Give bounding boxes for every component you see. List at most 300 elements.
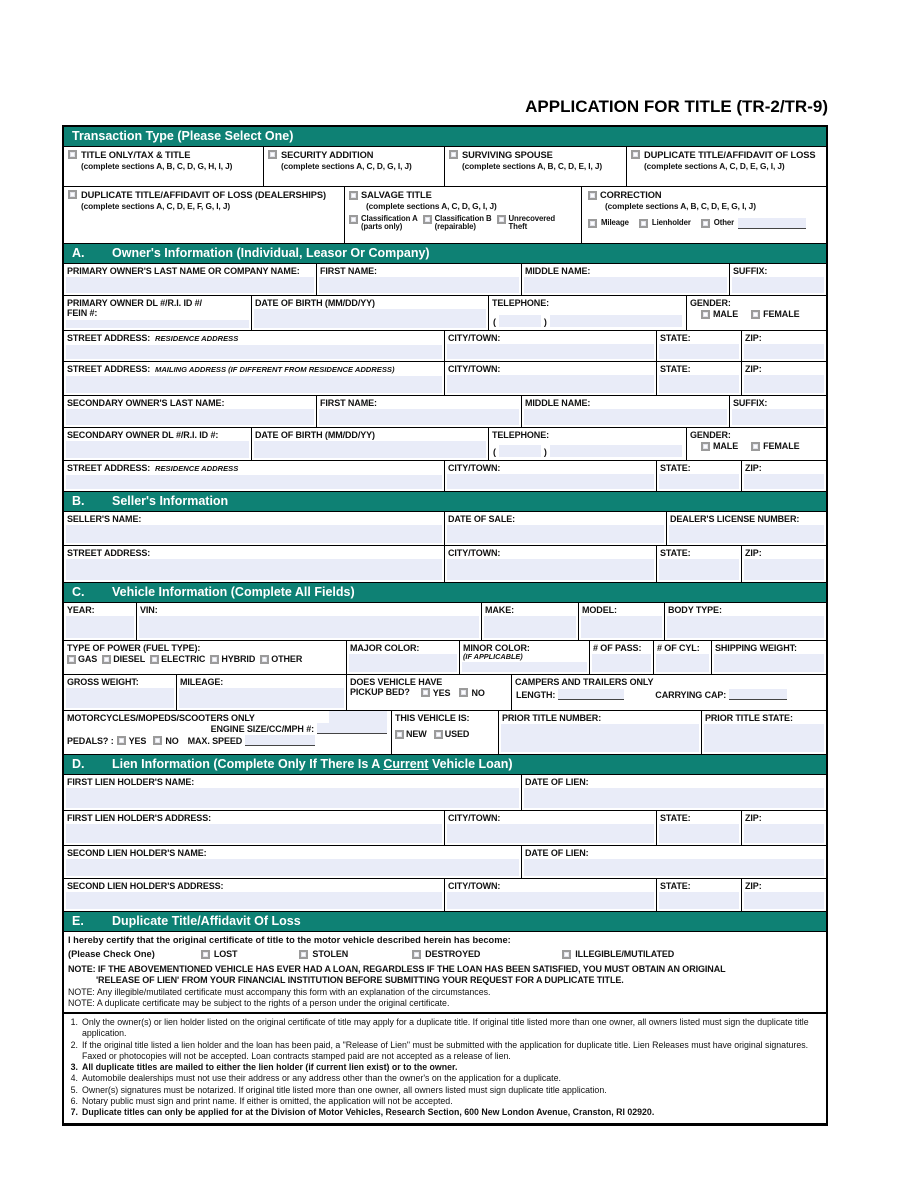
illegible-label: ILLEGIBLE/MUTILATED bbox=[575, 949, 675, 959]
minor-color-label: MINOR COLOR: bbox=[463, 643, 530, 653]
seller-zip-input[interactable] bbox=[744, 559, 824, 580]
street-address-label: STREET ADDRESS: bbox=[67, 333, 151, 343]
secondary-zip-input[interactable] bbox=[744, 474, 824, 489]
secondary-dob-label: DATE OF BIRTH (MM/DD/YY) bbox=[255, 430, 375, 440]
secondary-dob-cell bbox=[252, 428, 489, 460]
second-lien-state-label: STATE: bbox=[660, 881, 691, 891]
residence-state-label: STATE: bbox=[660, 333, 691, 343]
surviving-spouse-labels bbox=[462, 150, 602, 183]
area-code-input[interactable] bbox=[499, 315, 541, 327]
instruction-text: Automobile dealerships must not use their address or any address other than the owner's on the application for a duplicate. bbox=[82, 1073, 561, 1084]
second-lien-city-cell bbox=[445, 879, 657, 911]
shipping-weight-input[interactable] bbox=[714, 654, 824, 672]
male-label: MALE bbox=[713, 309, 739, 320]
dealer-license-input[interactable] bbox=[669, 525, 824, 543]
secondary-state-cell bbox=[657, 461, 742, 491]
male-checkbox[interactable] bbox=[701, 310, 710, 319]
new-label: NEW bbox=[406, 729, 427, 740]
secondary-dl-cell bbox=[64, 428, 252, 460]
vin-cell bbox=[137, 603, 482, 640]
seller-zip-label: ZIP: bbox=[745, 548, 762, 558]
other-checkbox[interactable] bbox=[701, 219, 710, 228]
gross-weight-label: GROSS WEIGHT: bbox=[67, 677, 139, 687]
electric-label: ELECTRIC bbox=[161, 654, 206, 665]
electric-checkbox[interactable] bbox=[150, 655, 159, 664]
campers-trailers-cell bbox=[512, 675, 826, 710]
salvage-title-checkbox[interactable] bbox=[349, 191, 358, 200]
residence-state-input[interactable] bbox=[659, 344, 739, 359]
pedals-no-checkbox[interactable] bbox=[153, 736, 162, 745]
length-input[interactable] bbox=[558, 689, 624, 700]
first-lien-address-input[interactable] bbox=[66, 824, 442, 843]
secondary-city-cell bbox=[445, 461, 657, 491]
mileage-input[interactable] bbox=[179, 688, 344, 708]
residence-state-cell bbox=[657, 331, 742, 361]
cylinders-input[interactable] bbox=[656, 654, 709, 672]
pedals-yes-label: YES bbox=[128, 735, 147, 746]
secondary-gender-label: GENDER: bbox=[690, 430, 731, 440]
unrecovered-label: Unrecovered bbox=[508, 213, 556, 223]
option-title-only[interactable] bbox=[64, 147, 264, 186]
first-lien-zip-input[interactable] bbox=[744, 824, 824, 843]
vin-label: VIN: bbox=[140, 605, 158, 615]
primary-dl-label-line1: PRIMARY OWNER DL #/R.I. ID #/ bbox=[67, 298, 202, 308]
instruction-text: Only the owner(s) or lien holder listed on the original certificate of title may apply for a duplicate title. If original title listed more than one owner, all owners listed must sign the duplicate title application. bbox=[82, 1017, 809, 1039]
section-b-heading: Seller's Information bbox=[112, 494, 229, 508]
residence-address-row bbox=[64, 331, 826, 362]
new-checkbox[interactable] bbox=[395, 730, 404, 739]
primary-last-name-input[interactable] bbox=[66, 277, 314, 293]
seller-state-cell bbox=[657, 546, 742, 582]
secondary-first-name-input[interactable] bbox=[319, 409, 519, 425]
prior-title-state-cell bbox=[702, 711, 826, 754]
suffix-label: SUFFIX: bbox=[733, 266, 768, 276]
shipping-weight-label: SHIPPING WEIGHT: bbox=[715, 643, 797, 653]
instruction-item bbox=[66, 1107, 822, 1118]
make-cell bbox=[482, 603, 579, 640]
second-lien-zip-input[interactable] bbox=[744, 892, 824, 909]
theft-label: Theft bbox=[508, 222, 528, 232]
secondary-phone-close-paren: ) bbox=[543, 447, 547, 457]
surviving-spouse-label: SURVIVING SPOUSE bbox=[462, 150, 553, 160]
dob-cell bbox=[252, 296, 489, 330]
secondary-street-label-wrap bbox=[64, 461, 444, 474]
make-input[interactable] bbox=[484, 616, 576, 638]
transaction-row-1 bbox=[64, 147, 826, 187]
classification-b-note: (repairable) bbox=[434, 222, 476, 232]
carrying-cap-input[interactable] bbox=[729, 689, 787, 700]
section-b-header bbox=[64, 492, 826, 512]
mailing-city-cell bbox=[445, 362, 657, 395]
first-lien-name-row bbox=[64, 775, 826, 811]
secondary-dob-input[interactable] bbox=[254, 441, 486, 458]
seller-street-label: STREET ADDRESS: bbox=[67, 548, 151, 558]
section-a-letter: A. bbox=[72, 246, 85, 260]
instruction-item bbox=[66, 1040, 822, 1063]
classification-b-group[interactable] bbox=[423, 215, 492, 233]
section-d-heading bbox=[112, 757, 513, 771]
mailing-zip-input[interactable] bbox=[744, 375, 824, 393]
secondary-last-name-input[interactable] bbox=[66, 409, 314, 425]
secondary-street-address-label: STREET ADDRESS: bbox=[67, 463, 151, 473]
mailing-city-input[interactable] bbox=[447, 375, 654, 393]
weight-mileage-row bbox=[64, 675, 826, 711]
instruction-number: 2. bbox=[70, 1039, 78, 1050]
duplicate-title-label: DUPLICATE TITLE/AFFIDAVIT OF LOSS bbox=[644, 150, 816, 160]
second-lien-state-input[interactable] bbox=[659, 892, 739, 909]
secondary-male-label: MALE bbox=[713, 441, 739, 452]
phone-open-paren: ( bbox=[493, 317, 496, 327]
first-name-input[interactable] bbox=[319, 277, 519, 293]
gender-cell bbox=[687, 296, 826, 330]
mailing-zip-label: ZIP: bbox=[745, 364, 762, 374]
second-lien-name-cell bbox=[64, 846, 522, 878]
other-label: Other bbox=[713, 217, 735, 227]
seller-state-input[interactable] bbox=[659, 559, 739, 580]
seller-name-input[interactable] bbox=[66, 525, 442, 543]
lost-label: LOST bbox=[213, 949, 238, 959]
mailing-city-label: CITY/TOWN: bbox=[448, 364, 501, 374]
lienholder-checkbox[interactable] bbox=[639, 219, 648, 228]
secondary-area-code-input[interactable] bbox=[499, 445, 541, 457]
transaction-type-header-label: Transaction Type (Please Select One) bbox=[72, 129, 294, 143]
other-fuel-label: OTHER bbox=[271, 654, 303, 665]
dealer-license-cell bbox=[667, 512, 826, 545]
motorcycles-cell bbox=[64, 711, 392, 754]
instructions-list bbox=[64, 1012, 826, 1123]
pickup-bed-cell bbox=[347, 675, 512, 710]
salvage-title-sections: (complete sections A, C, D, G, I, J) bbox=[366, 201, 497, 212]
seller-name-row bbox=[64, 512, 826, 546]
surviving-spouse-sections: (complete sections A, B, C, D, E, I, J) bbox=[462, 161, 603, 172]
unrecovered-theft-group[interactable] bbox=[497, 215, 556, 233]
first-lien-date-cell bbox=[522, 775, 826, 810]
instruction-item bbox=[66, 1073, 822, 1084]
primary-dl-cell bbox=[64, 296, 252, 330]
title-only-checkbox[interactable] bbox=[68, 150, 77, 159]
length-label: LENGTH: bbox=[516, 689, 556, 700]
phone-number-input[interactable] bbox=[550, 315, 682, 327]
secondary-middle-name-input[interactable] bbox=[524, 409, 727, 425]
illegible-checkbox[interactable] bbox=[562, 950, 571, 959]
duplicate-dealerships-sections: (complete sections A, C, D, E, F, G, I, J) bbox=[81, 201, 231, 212]
unrecovered-theft-checkbox[interactable] bbox=[497, 215, 506, 224]
primary-last-name-cell bbox=[64, 264, 317, 295]
lienholder-label: Lienholder bbox=[651, 217, 691, 227]
security-addition-labels bbox=[281, 150, 412, 183]
secondary-female-label: FEMALE bbox=[763, 441, 800, 452]
first-lien-address-label: FIRST LIEN HOLDER'S ADDRESS: bbox=[67, 813, 212, 823]
first-lien-address-row bbox=[64, 811, 826, 846]
residence-city-input[interactable] bbox=[447, 344, 654, 359]
pickup-no-checkbox[interactable] bbox=[459, 688, 468, 697]
option-security-addition[interactable] bbox=[264, 147, 445, 186]
prior-title-state-input[interactable] bbox=[704, 724, 824, 752]
section-c-letter: C. bbox=[72, 585, 85, 599]
option-correction[interactable] bbox=[582, 187, 826, 243]
gender-label: GENDER: bbox=[690, 298, 731, 308]
this-vehicle-label: THIS VEHICLE IS: bbox=[395, 713, 470, 723]
female-checkbox[interactable] bbox=[751, 310, 760, 319]
first-lien-name-cell bbox=[64, 775, 522, 810]
phone-close-paren: ) bbox=[543, 317, 547, 327]
secondary-last-name-cell bbox=[64, 396, 317, 427]
secondary-first-name-label: FIRST NAME: bbox=[320, 398, 377, 408]
secondary-street-input[interactable] bbox=[66, 475, 442, 489]
female-label: FEMALE bbox=[763, 309, 800, 320]
pedals-label: PEDALS? : bbox=[67, 735, 114, 746]
middle-name-input[interactable] bbox=[524, 277, 727, 293]
mailing-state-input[interactable] bbox=[659, 375, 739, 393]
residence-address-note: RESIDENCE ADDRESS bbox=[155, 334, 239, 343]
model-label: MODEL: bbox=[582, 605, 617, 615]
secondary-last-name-label: SECONDARY OWNER'S LAST NAME: bbox=[67, 398, 225, 408]
instruction-item bbox=[66, 1017, 822, 1040]
make-label: MAKE: bbox=[485, 605, 514, 615]
gross-weight-input[interactable] bbox=[66, 688, 174, 708]
this-vehicle-cell bbox=[392, 711, 499, 754]
mailing-zip-cell bbox=[742, 362, 826, 395]
classification-b-checkbox[interactable] bbox=[423, 215, 432, 224]
primary-dl-label-line2: FEIN #: bbox=[67, 308, 98, 319]
passengers-label: # OF PASS: bbox=[593, 643, 642, 653]
section-b-letter: B. bbox=[72, 494, 85, 508]
body-type-cell bbox=[665, 603, 826, 640]
stolen-label: STOLEN bbox=[312, 949, 349, 959]
pickup-bed-label-line1: DOES VEHICLE HAVE bbox=[350, 677, 443, 687]
salvage-classifications bbox=[349, 215, 579, 233]
secondary-male-checkbox[interactable] bbox=[701, 442, 710, 451]
second-lien-name-row bbox=[64, 846, 826, 879]
major-color-input[interactable] bbox=[349, 654, 457, 672]
engine-size-input[interactable] bbox=[317, 723, 387, 734]
title-application-form bbox=[62, 125, 828, 1126]
prior-title-number-input[interactable] bbox=[501, 724, 699, 752]
dealer-license-label: DEALER'S LICENSE NUMBER: bbox=[670, 514, 800, 524]
body-type-label: BODY TYPE: bbox=[668, 605, 722, 615]
surviving-spouse-checkbox[interactable] bbox=[449, 150, 458, 159]
secondary-address-row bbox=[64, 461, 826, 492]
secondary-street-cell bbox=[64, 461, 445, 491]
residence-city-cell bbox=[445, 331, 657, 361]
motorcycles-label: MOTORCYCLES/MOPEDS/SCOOTERS ONLY bbox=[67, 713, 255, 723]
section-d-header bbox=[64, 755, 826, 775]
salvage-title-label: SALVAGE TITLE bbox=[361, 190, 432, 200]
vin-input[interactable] bbox=[139, 616, 479, 638]
first-lien-date-label: DATE OF LIEN: bbox=[525, 777, 589, 787]
model-cell bbox=[579, 603, 665, 640]
title-only-sections: (complete sections A, B, C, D, G, H, I, J) bbox=[81, 161, 233, 172]
lost-checkbox[interactable] bbox=[201, 950, 210, 959]
secondary-suffix-cell bbox=[730, 396, 826, 427]
section-e-body bbox=[64, 932, 826, 1123]
option-surviving-spouse[interactable] bbox=[445, 147, 627, 186]
classification-a-group[interactable] bbox=[349, 215, 418, 233]
diesel-checkbox[interactable] bbox=[102, 655, 111, 664]
fuel-type-label: TYPE OF POWER (FUEL TYPE): bbox=[67, 643, 201, 653]
other-fuel-checkbox[interactable] bbox=[260, 655, 269, 664]
note-illegible: NOTE: Any illegible/mutilated certificate must accompany this form with an explanation of the circumstances. bbox=[68, 986, 491, 997]
option-salvage-title[interactable] bbox=[345, 187, 582, 243]
pickup-yes-label: YES bbox=[432, 687, 451, 698]
page-title: APPLICATION FOR TITLE (TR-2/TR-9) bbox=[525, 97, 828, 116]
hybrid-checkbox[interactable] bbox=[210, 655, 219, 664]
mailing-address-row bbox=[64, 362, 826, 396]
gross-weight-cell bbox=[64, 675, 177, 710]
mailing-street-input[interactable] bbox=[66, 376, 442, 393]
secondary-first-name-cell bbox=[317, 396, 522, 427]
first-lien-name-input[interactable] bbox=[66, 788, 519, 808]
pedals-no-label: NO bbox=[165, 735, 179, 746]
first-lien-zip-cell bbox=[742, 811, 826, 845]
middle-name-label: MIDDLE NAME: bbox=[525, 266, 591, 276]
duplicate-title-checkbox[interactable] bbox=[631, 150, 640, 159]
mailing-address-note: MAILING ADDRESS (IF DIFFERENT FROM RESIDENCE ADDRESS) bbox=[155, 365, 395, 374]
secondary-dl-input[interactable] bbox=[66, 441, 249, 458]
secondary-suffix-input[interactable] bbox=[732, 409, 824, 425]
classification-a-label: Classification A bbox=[361, 213, 418, 223]
instruction-number: 3. bbox=[70, 1062, 78, 1072]
secondary-zip-cell bbox=[742, 461, 826, 491]
instruction-number: 7. bbox=[70, 1107, 78, 1117]
instruction-text: All duplicate titles are mailed to either the lien holder (if current lien exist) or to the owner. bbox=[82, 1062, 458, 1072]
secondary-middle-name-label: MIDDLE NAME: bbox=[525, 398, 591, 408]
suffix-input[interactable] bbox=[732, 277, 824, 293]
instruction-number: 1. bbox=[70, 1017, 78, 1027]
secondary-city-input[interactable] bbox=[447, 474, 654, 489]
second-lien-date-input[interactable] bbox=[524, 859, 824, 876]
campers-trailers-label: CAMPERS AND TRAILERS ONLY bbox=[515, 677, 654, 687]
classification-b-label-wrap bbox=[435, 215, 492, 233]
destroyed-label: DESTROYED bbox=[425, 949, 481, 959]
title-only-labels bbox=[81, 150, 232, 183]
secondary-zip-label: ZIP: bbox=[745, 463, 762, 473]
carrying-cap-label: CARRYING CAP: bbox=[655, 689, 727, 700]
mileage-label: MILEAGE: bbox=[180, 677, 224, 687]
seller-street-cell bbox=[64, 546, 445, 582]
secondary-phone-number-input[interactable] bbox=[550, 445, 682, 457]
prior-title-state-label: PRIOR TITLE STATE: bbox=[705, 713, 793, 723]
first-lien-state-input[interactable] bbox=[659, 824, 739, 843]
correction-checkbox[interactable] bbox=[588, 191, 597, 200]
option-duplicate-dealerships[interactable] bbox=[64, 187, 345, 243]
vehicle-id-row bbox=[64, 603, 826, 641]
secondary-name-row bbox=[64, 396, 826, 428]
primary-dl-input[interactable] bbox=[66, 320, 249, 328]
motorcycles-extra-input[interactable] bbox=[329, 711, 387, 723]
mileage-checkbox[interactable] bbox=[588, 219, 597, 228]
second-lien-city-label: CITY/TOWN: bbox=[448, 881, 501, 891]
duplicate-title-sections: (complete sections A, C, D, E, G, I, J) bbox=[644, 161, 785, 172]
seller-city-input[interactable] bbox=[447, 559, 654, 580]
unrecovered-theft-label-wrap bbox=[509, 215, 556, 233]
primary-last-name-label: PRIMARY OWNER'S LAST NAME OR COMPANY NAME: bbox=[67, 266, 300, 276]
second-lien-address-label: SECOND LIEN HOLDER'S ADDRESS: bbox=[67, 881, 224, 891]
date-of-sale-input[interactable] bbox=[447, 525, 664, 543]
residence-zip-cell bbox=[742, 331, 826, 361]
secondary-telephone-label: TELEPHONE: bbox=[492, 430, 550, 440]
year-cell bbox=[64, 603, 137, 640]
prior-title-number-cell bbox=[499, 711, 702, 754]
minor-color-cell bbox=[460, 641, 590, 674]
power-color-row bbox=[64, 641, 826, 675]
classification-a-checkbox[interactable] bbox=[349, 215, 358, 224]
passengers-input[interactable] bbox=[592, 654, 651, 672]
option-duplicate-title[interactable] bbox=[627, 147, 826, 186]
second-lien-address-input[interactable] bbox=[66, 892, 442, 909]
body-type-input[interactable] bbox=[667, 616, 824, 638]
seller-street-input[interactable] bbox=[66, 559, 442, 580]
section-e-letter: E. bbox=[72, 914, 84, 928]
seller-zip-cell bbox=[742, 546, 826, 582]
dob-label: DATE OF BIRTH (MM/DD/YY) bbox=[255, 298, 375, 308]
mailing-state-cell bbox=[657, 362, 742, 395]
security-addition-checkbox[interactable] bbox=[268, 150, 277, 159]
residence-city-label: CITY/TOWN: bbox=[448, 333, 501, 343]
first-lien-state-cell bbox=[657, 811, 742, 845]
first-lien-address-cell bbox=[64, 811, 445, 845]
minor-color-note: (IF APPLICABLE) bbox=[463, 652, 523, 662]
note-loan-line1: NOTE: IF THE ABOVEMENTIONED VEHICLE HAS EVER HAD A LOAN, REGARDLESS IF THE LOAN HAS BEEN SATISFIED, YOU MUST OBTAIN AN ORIGINAL bbox=[68, 964, 726, 974]
minor-color-input[interactable] bbox=[462, 662, 587, 672]
section-a-header bbox=[64, 244, 826, 264]
mailing-street-cell bbox=[64, 362, 445, 395]
pickup-no-label: NO bbox=[471, 687, 485, 698]
first-lien-city-input[interactable] bbox=[447, 824, 654, 843]
dob-input[interactable] bbox=[254, 309, 486, 328]
mailing-street-label-wrap bbox=[64, 362, 444, 375]
seller-address-row bbox=[64, 546, 826, 583]
security-addition-label: SECURITY ADDITION bbox=[281, 150, 374, 160]
first-lien-date-input[interactable] bbox=[524, 788, 824, 808]
seller-city-label: CITY/TOWN: bbox=[448, 548, 501, 558]
loss-options-row bbox=[64, 946, 826, 963]
section-d-heading-current: Current bbox=[383, 757, 429, 771]
secondary-gender-cell bbox=[687, 428, 826, 460]
secondary-city-label: CITY/TOWN: bbox=[448, 463, 501, 473]
gas-checkbox[interactable] bbox=[67, 655, 76, 664]
secondary-state-input[interactable] bbox=[659, 474, 739, 489]
residence-zip-input[interactable] bbox=[744, 344, 824, 359]
cylinders-cell bbox=[654, 641, 712, 674]
year-input[interactable] bbox=[66, 616, 134, 638]
title-only-label: TITLE ONLY/TAX & TITLE bbox=[81, 150, 191, 160]
shipping-weight-cell bbox=[712, 641, 826, 674]
duplicate-dealerships-checkbox[interactable] bbox=[68, 190, 77, 199]
secondary-female-checkbox[interactable] bbox=[751, 442, 760, 451]
duplicate-title-labels bbox=[644, 150, 815, 183]
classification-a-note: (parts only) bbox=[361, 222, 403, 232]
second-lien-name-input[interactable] bbox=[66, 859, 519, 876]
stolen-checkbox[interactable] bbox=[299, 950, 308, 959]
first-name-cell bbox=[317, 264, 522, 295]
model-input[interactable] bbox=[581, 616, 662, 638]
pickup-yes-checkbox[interactable] bbox=[421, 688, 430, 697]
duplicate-dealerships-labels bbox=[81, 190, 326, 240]
destroyed-checkbox[interactable] bbox=[412, 950, 421, 959]
secondary-id-row bbox=[64, 428, 826, 461]
residence-street-input[interactable] bbox=[66, 345, 442, 359]
other-input[interactable] bbox=[738, 218, 806, 229]
second-lien-city-input[interactable] bbox=[447, 892, 654, 909]
duplicate-dealerships-label: DUPLICATE TITLE/AFFIDAVIT OF LOSS (DEALERSHIPS) bbox=[81, 190, 326, 200]
pedals-yes-checkbox[interactable] bbox=[117, 736, 126, 745]
second-lien-date-cell bbox=[522, 846, 826, 878]
max-speed-input[interactable] bbox=[245, 735, 315, 746]
secondary-dl-label: SECONDARY OWNER DL #/R.I. ID #: bbox=[67, 430, 219, 440]
used-checkbox[interactable] bbox=[434, 730, 443, 739]
classification-a-label-wrap bbox=[361, 215, 418, 233]
